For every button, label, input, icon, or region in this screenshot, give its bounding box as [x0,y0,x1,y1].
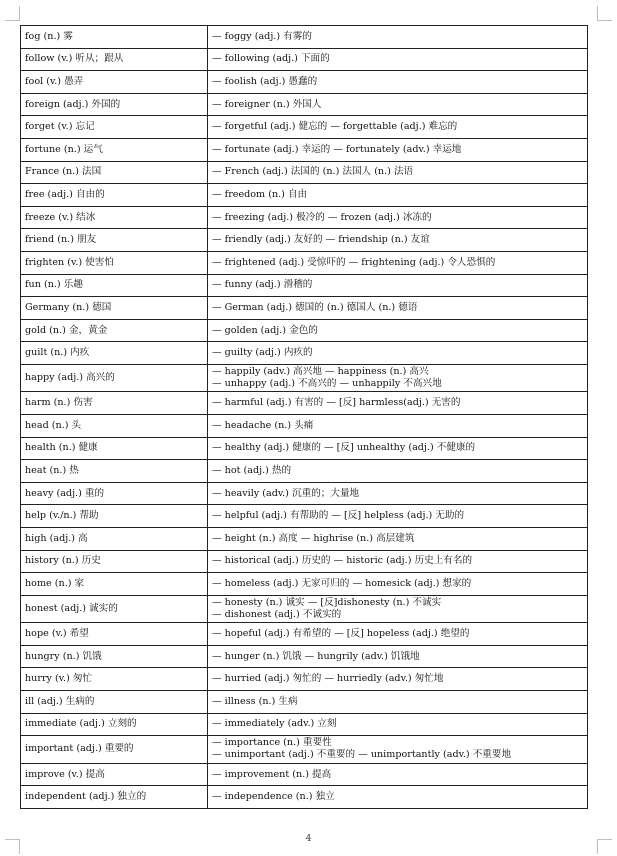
vocabulary-table-body [21,26,588,809]
headword-cell: ill (adj.) 生病的 [21,691,208,714]
table-row [21,736,588,764]
derived-form-line: — funny (adj.) 滑稽的 [212,279,313,291]
table-row [21,71,588,94]
derived-forms-cell [208,786,588,809]
table-row [21,763,588,786]
derived-form-line: — hot (adj.) 热的 [212,464,292,476]
derived-forms-cell [208,573,588,596]
table-row [21,668,588,691]
headword-cell: harm (n.) 伤害 [21,392,208,415]
headword-cell: health (n.) 健康 [21,437,208,460]
table-row [21,274,588,297]
table-row [21,713,588,736]
table-row [21,138,588,161]
derived-form-line: — freezing (adj.) 极冷的 — frozen (adj.) 冰冻的 [212,211,432,223]
headword-cell: hungry (n.) 饥饿 [21,645,208,668]
derived-form-line: — independence (n.) 独立 [212,791,335,803]
derived-forms-cell [208,229,588,252]
table-row [21,116,588,139]
table-row [21,573,588,596]
table-row [21,691,588,714]
derived-forms-cell [208,668,588,691]
headword-cell: friend (n.) 朋友 [21,229,208,252]
table-row [21,392,588,415]
derived-forms-cell [208,161,588,184]
headword-cell: foreign (adj.) 外国的 [21,93,208,116]
table-row [21,93,588,116]
headword-cell: frighten (v.) 使害怕 [21,251,208,274]
derived-form-line: — helpful (adj.) 有帮助的 — [反] helpless (adj.) 无助的 [212,510,465,522]
headword-cell: gold (n.) 金，黄金 [21,319,208,342]
derived-form-line: — happily (adv.) 高兴地 — happiness (n.) 高兴 [212,366,429,378]
headword-cell: hurry (v.) 匆忙 [21,668,208,691]
derived-forms-cell [208,691,588,714]
derived-forms-cell [208,392,588,415]
derived-forms-cell [208,364,588,392]
page-number: 4 [305,834,312,844]
derived-forms-cell [208,138,588,161]
derived-form-line: — following (adj.) 下面的 [212,53,330,65]
table-row [21,161,588,184]
headword-cell: heat (n.) 热 [21,460,208,483]
headword-cell: free (adj.) 自由的 [21,184,208,207]
derived-forms-cell [208,48,588,71]
derived-forms-cell [208,763,588,786]
table-row [21,297,588,320]
headword-cell: hope (v.) 希望 [21,623,208,646]
derived-form-line: — guilty (adj.) 内疚的 [212,347,313,359]
derived-form-line: — freedom (n.) 自由 [212,188,308,200]
derived-forms-cell [208,460,588,483]
derived-form-line: — improvement (n.) 提高 [212,768,332,780]
headword-cell: home (n.) 家 [21,573,208,596]
derived-form-line: — unimportant (adj.) 不重要的 — unimportantly (adv.) 不重要地 [212,749,512,761]
derived-form-line: — unhappy (adj.) 不高兴的 — unhappily 不高兴地 [212,378,442,390]
headword-cell: France (n.) 法国 [21,161,208,184]
headword-cell: history (n.) 历史 [21,550,208,573]
headword-cell: fortune (n.) 运气 [21,138,208,161]
derived-forms-cell [208,319,588,342]
table-row [21,505,588,528]
derived-forms-cell [208,206,588,229]
table-row [21,482,588,505]
derived-form-line: — heavily (adv.) 沉重的；大量地 [212,487,360,499]
headword-cell: Germany (n.) 德国 [21,297,208,320]
derived-form-line: — hopeful (adj.) 有希望的 — [反] hopeless (adj.) 绝望的 [212,628,470,640]
derived-forms-cell [208,26,588,49]
derived-form-line: — dishonest (adj.) 不诚实的 [212,609,342,620]
derived-forms-cell [208,736,588,764]
derived-forms-cell [208,184,588,207]
derived-forms-cell [208,595,588,623]
derived-form-line: — foreigner (n.) 外国人 [212,98,322,110]
headword-cell: follow (v.) 听从；跟从 [21,48,208,71]
derived-form-line: — frightened (adj.) 受惊吓的 — frightening (adj.) 令人恐惧的 [212,256,496,268]
derived-forms-cell [208,505,588,528]
derived-form-line: — fortunate (adj.) 幸运的 — fortunately (adv.) 幸运地 [212,143,462,155]
derived-forms-cell [208,437,588,460]
table-row [21,415,588,438]
derived-form-line: — German (adj.) 德国的 (n.) 德国人 (n.) 德语 [212,301,418,313]
derived-form-line: — golden (adj.) 金色的 [212,324,318,336]
derived-form-line: — hurried (adj.) 匆忙的 — hurriedly (adv.) 匆忙地 [212,673,444,685]
vocabulary-table [20,25,588,809]
headword-cell: forget (v.) 忘记 [21,116,208,139]
headword-cell: fog (n.) 雾 [21,26,208,49]
headword-cell: improve (v.) 提高 [21,763,208,786]
table-row [21,229,588,252]
derived-form-line: — illness (n.) 生病 [212,695,298,707]
derived-form-line: — French (adj.) 法国的 (n.) 法国人 (n.) 法语 [212,166,414,178]
headword-cell: independent (adj.) 独立的 [21,786,208,809]
table-row [21,437,588,460]
derived-form-line: — headache (n.) 头痛 [212,419,314,431]
table-row [21,319,588,342]
derived-form-line: — forgetful (adj.) 健忘的 — forgettable (adj.) 难忘的 [212,121,458,133]
derived-forms-cell [208,527,588,550]
headword-cell: fool (v.) 愚弄 [21,71,208,94]
derived-forms-cell [208,342,588,365]
derived-forms-cell [208,550,588,573]
table-row [21,786,588,809]
table-row [21,595,588,623]
headword-cell: high (adj.) 高 [21,527,208,550]
derived-form-line: — healthy (adj.) 健康的 — [反] unhealthy (adj.) 不健康的 [212,442,476,454]
derived-form-line: — importance (n.) 重要性 [212,737,332,749]
table-row [21,550,588,573]
headword-cell: fun (n.) 乐趣 [21,274,208,297]
derived-forms-cell [208,713,588,736]
derived-forms-cell [208,93,588,116]
derived-forms-cell [208,297,588,320]
table-row [21,48,588,71]
table-row [21,184,588,207]
table-row [21,527,588,550]
headword-cell: important (adj.) 重要的 [21,736,208,764]
headword-cell: heavy (adj.) 重的 [21,482,208,505]
headword-cell: head (n.) 头 [21,415,208,438]
table-row [21,251,588,274]
derived-forms-cell [208,623,588,646]
derived-forms-cell [208,482,588,505]
derived-form-line: — height (n.) 高度 — highrise (n.) 高层建筑 [212,532,415,544]
derived-form-line: — foolish (adj.) 愚蠢的 [212,75,318,87]
derived-form-line: — historical (adj.) 历史的 — historic (adj.) 历史上有名的 [212,555,473,567]
derived-form-line: — friendly (adj.) 友好的 — friendship (n.) 友谊 [212,234,430,246]
derived-forms-cell [208,415,588,438]
headword-cell: honest (adj.) 诚实的 [21,595,208,623]
table-row [21,342,588,365]
derived-form-line: — harmful (adj.) 有害的 — [反] harmless(adj.) 无害的 [212,397,461,409]
table-row [21,364,588,392]
table-row [21,460,588,483]
table-row [21,26,588,49]
table-row [21,206,588,229]
derived-form-line: — hunger (n.) 饥饿 — hungrily (adv.) 饥饿地 [212,650,420,662]
headword-cell: help (v./n.) 帮助 [21,505,208,528]
crop-mark-top-left [5,6,20,21]
derived-forms-cell [208,274,588,297]
derived-forms-cell [208,116,588,139]
headword-cell: freeze (v.) 结冰 [21,206,208,229]
derived-forms-cell [208,645,588,668]
headword-cell: guilt (n.) 内疚 [21,342,208,365]
headword-cell: happy (adj.) 高兴的 [21,364,208,392]
headword-cell: immediate (adj.) 立刻的 [21,713,208,736]
crop-mark-top-right [597,6,612,21]
derived-form-line: — immediately (adv.) 立刻 [212,718,337,730]
table-row [21,623,588,646]
derived-form-line: — homeless (adj.) 无家可归的 — homesick (adj.) 想家的 [212,577,472,589]
derived-forms-cell [208,71,588,94]
derived-form-line: — honesty (n.) 诚实 — [反]dishonesty (n.) 不诚实 [212,597,442,608]
derived-form-line: — foggy (adj.) 有雾的 [212,30,312,42]
derived-forms-cell [208,251,588,274]
table-row [21,645,588,668]
